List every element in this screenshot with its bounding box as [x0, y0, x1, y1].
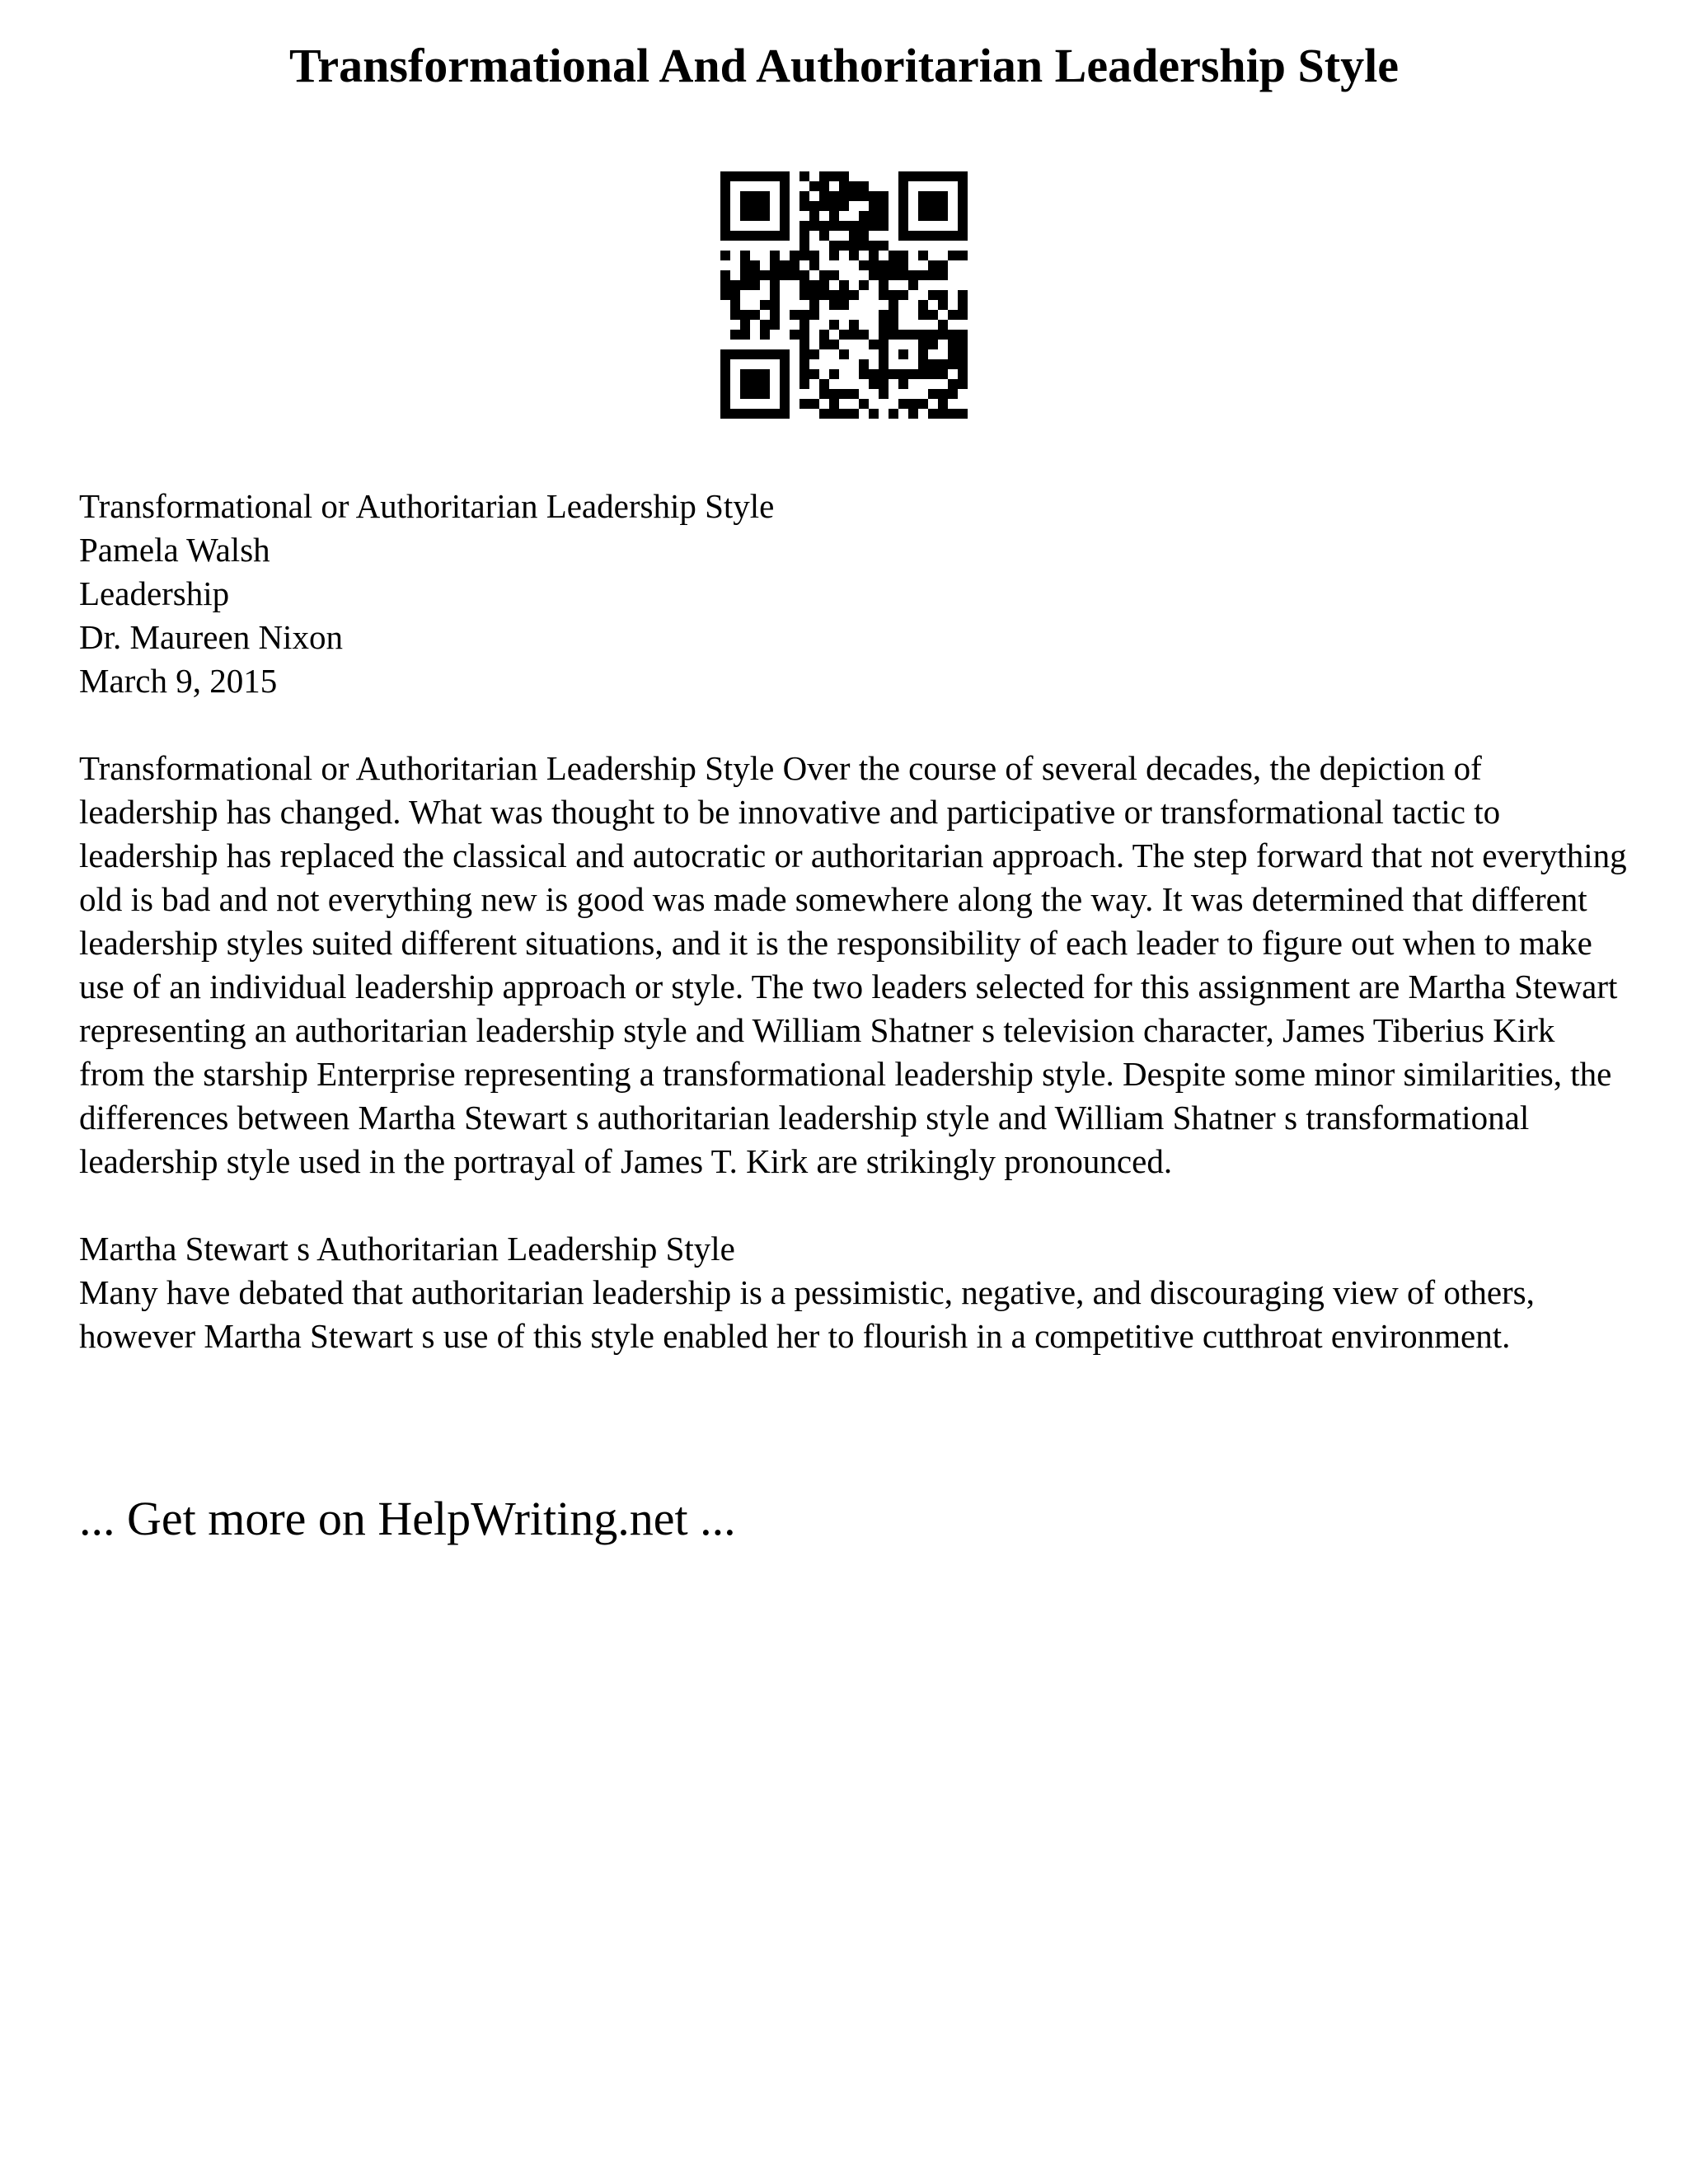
document-body	[79, 485, 1629, 1358]
essay-title: Transformational or Authoritarian Leadership Style	[79, 487, 775, 525]
author-name: Pamela Walsh	[79, 531, 270, 569]
document-date: March 9, 2015	[79, 662, 278, 700]
intro-paragraph: Transformational or Authoritarian Leadership Style Over the course of several decades, the depiction of leadership has changed. What was thought to be innovative and participative or transformational tactic to leadership has replaced the classical and autocratic or authoritarian approach. The step forward that not everything old is bad and not everything new is good was made somewhere along the way. It was determined that different leadership styles suited different situations, and it is the responsibility of each leader to figure out when to make use of an individual leadership approach or style. The two leaders selected for this assignment are Martha Stewart representing an authoritarian leadership style and William Shatner s television character, James Tiberius Kirk from the starship Enterprise representing a transformational leadership style. Despite some minor similarities, the differences between Martha Stewart s authoritarian leadership style and William Shatner s transformational leadership style used in the portrayal of James T. Kirk are strikingly pronounced.	[79, 749, 1627, 1180]
promo-link[interactable]: ... Get more on HelpWriting.net ...	[79, 1492, 736, 1545]
qr-code-icon	[720, 171, 968, 419]
instructor-name: Dr. Maureen Nixon	[79, 618, 343, 656]
section-heading: Martha Stewart s Authoritarian Leadership Style	[79, 1230, 735, 1268]
cover-block	[79, 485, 1629, 703]
spacer	[79, 1183, 1629, 1227]
course-name: Leadership	[79, 574, 230, 612]
document-title: Transformational And Authoritarian Leadership Style	[289, 39, 1399, 92]
spacer	[79, 703, 1629, 747]
section-paragraph: Many have debated that authoritarian leadership is a pessimistic, negative, and discouraging view of others, however Martha Stewart s use of this style enabled her to flourish in a competitive cutthroat environment.	[79, 1273, 1535, 1355]
